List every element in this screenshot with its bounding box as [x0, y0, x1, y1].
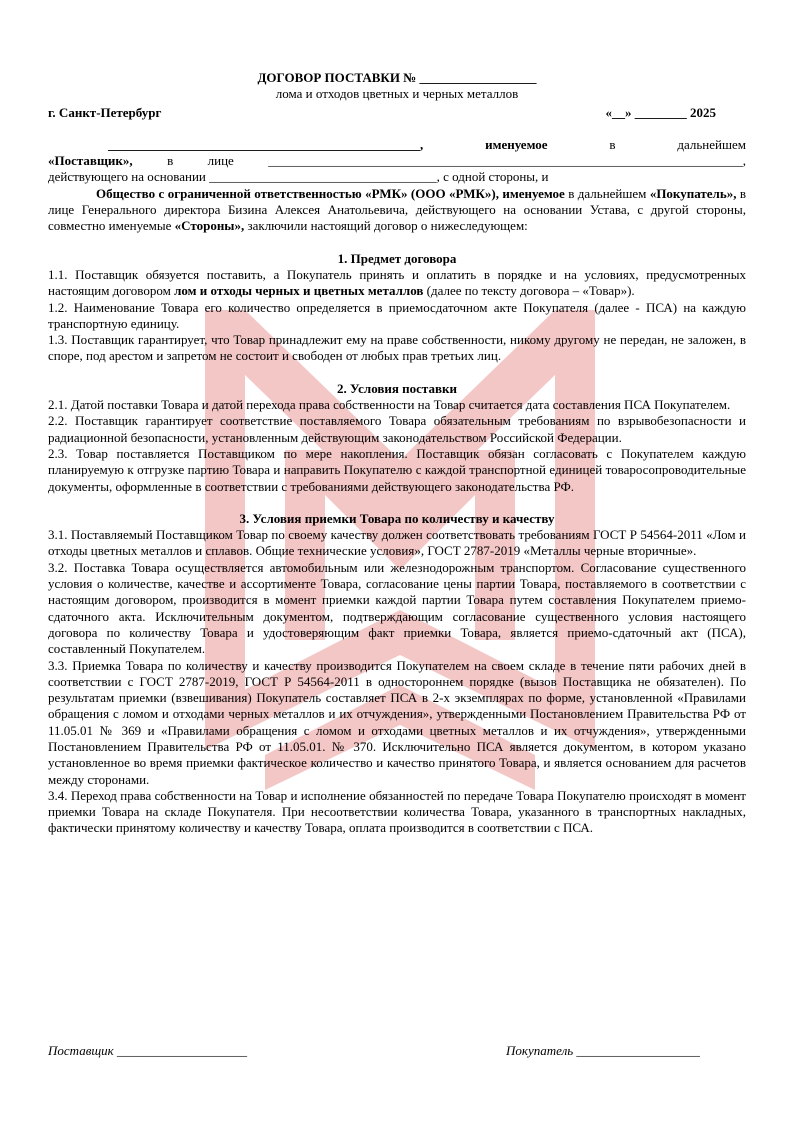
basis-line: действующего на основании ___________________________________, с одной стороны, и — [48, 169, 549, 185]
clause-2-3: 2.3. Товар поставляется Поставщиком по мере накопления. Поставщик обязан согласовать с Покупателем каждую планируемую к отгрузке партию Товара и направить Покупателю с каждой транспортной единицей товаросопроводительные документы, оформленные в соответствии с требованиями действующего законодательства РФ. — [48, 445, 746, 494]
buyer-signature: Покупатель ___________________ — [506, 1043, 700, 1058]
clause-1-1 — [48, 267, 746, 300]
supplier-signature: Поставщик ____________________ — [48, 1043, 247, 1058]
further-word: дальнейшем — [677, 136, 746, 152]
clause-1-1-text-a: 1.1. Поставщик обязуется поставить, а Покупатель принять и оплатить в порядке и на условиях, предусмотренных настоящим договором — [48, 266, 746, 299]
supplier-line-2 — [48, 153, 746, 169]
supplier-line-1 — [48, 137, 746, 153]
clause-3-2: 3.2. Поставка Товара осуществляется автомобильным или железнодорожным транспортом. Согласование существенного условия о количестве, качестве и ассортименте Товара, согласование цены партии Товара, поставляемого в соответствии с настоящим договором, производится в момент приемки каждой партии Товара путем составления Покупателем приемо-сдаточного акта. Исключительным документом, подтверждающим согласование существенного условия настоящего договора по количеству Товара и удостоверяющим факт приемки Товара, является приемо-сдаточный акт (ПСА), составленный Покупателем. — [48, 559, 746, 657]
buyer-name: Общество с ограниченной ответственностью «РМК» (ООО «РМК»), именуемое — [96, 185, 565, 201]
clause-1-1-goods: лом и отходы черных и цветных металлов — [174, 283, 424, 299]
clause-2-1: 2.1. Датой поставки Товара и датой перехода права собственности на Товар считается дата составления ПСА Покупателем. — [48, 397, 731, 413]
clause-3-3: 3.3. Приемка Товара по количеству и качеству производится Покупателем на своем складе в течение пяти рабочих дней в соответствии с ГОСТ 2787-2019, ГОСТ Р 54564-2011 в одностороннем порядке (вызов Поставщика не обязателен). По результатам приемки (взвешивания) Покупатель составляет ПСА в 2-х экземплярах по форме, установленной «Правилами обращения с ломом и отходами черных металлов и их отчуждения», утвержденными Постановлением Правительства РФ от 11.05.01 № 369 и «Правилами обращения с ломом и отходами цветных металлов и их отчуждения», утвержденными Постановлением Правительства РФ от 11.05.01. № 370. Исключительно ПСА является документом, в котором указано установленное во время приемки фактическое количество и качество принятого Товара, и является основанием для расчетов между сторонами. — [48, 657, 746, 787]
document-title: ДОГОВОР ПОСТАВКИ № __________________ — [257, 70, 537, 85]
face-word: лице — [207, 153, 234, 169]
section-1-heading: 1. Предмет договора — [337, 250, 457, 266]
in-word: в — [609, 136, 616, 152]
supplier-label: «Поставщик», — [48, 153, 133, 169]
document-body — [48, 70, 746, 837]
document-subtitle: лома и отходов цветных и черных металлов — [275, 86, 519, 102]
supplier-name-blank: ________________________________________________, — [108, 136, 424, 152]
named-word: именуемое — [485, 136, 548, 152]
clause-2-2: 2.2. Поставщик гарантирует соответствие поставляемого Товара обязательным требованиям по взрывобезопасности и радиационной безопасности, установленным действующим законодательством Российской Федерации. — [48, 413, 746, 445]
in-word-2: в — [167, 153, 174, 169]
clause-1-3: 1.3. Поставщик гарантирует, что Товар принадлежит ему на праве собственности, никому другому не передан, не заложен, в споре, под арестом и запретом не состоит и свободен от любых прав третьих лиц. — [48, 332, 746, 364]
section-2-heading: 2. Условия поставки — [337, 380, 457, 396]
buyer-text-2: в лице Генерального директора Бизина Алексея Анатольевича, действующего на основании Устава, с другой стороны, совместно именуемые — [48, 185, 747, 234]
clause-3-4: 3.4. Переход права собственности на Товар и исполнение обязанностей по передаче Товара Покупателю происходят в момент приемки Товара на складе Покупателя. При несоответствии количества Товара, указанного в транспортных накладных, фактически принятому количеству и качеству Товара, оплата производится в соответствии с ПСА. — [48, 787, 746, 836]
clause-1-1-text-c: (далее по тексту договора – «Товар»). — [423, 283, 635, 299]
section-3-heading: 3. Условия приемки Товара по количеству и качеству — [239, 510, 555, 526]
place-date-row — [48, 105, 746, 121]
clause-3-1: 3.1. Поставляемый Поставщиком Товар по своему качеству должен соответствовать требованиям ГОСТ Р 54564-2011 «Лом и отходы цветных металлов и сплавов. Общие технические условия», ГОСТ 2787-2019 «Металлы черные вторичные». — [48, 527, 746, 559]
representative-blank: _________________________________________________________________________, — [268, 153, 746, 169]
clause-1-2: 1.2. Наименование Товара его количество определяется в приемосдаточном акте Покупателя (далее - ПСА) на каждую транспортную единицу. — [48, 299, 746, 331]
buyer-label: «Покупатель», — [649, 185, 737, 201]
city: г. Санкт-Петербург — [48, 104, 162, 120]
buyer-text-3: заключили настоящий договор о нижеследующем: — [244, 218, 528, 234]
buyer-text-1: в дальнейшем — [564, 185, 650, 201]
contract-date: «__» ________ 2025 — [605, 104, 716, 120]
buyer-paragraph — [48, 186, 746, 235]
sides-label: «Стороны», — [174, 218, 245, 234]
